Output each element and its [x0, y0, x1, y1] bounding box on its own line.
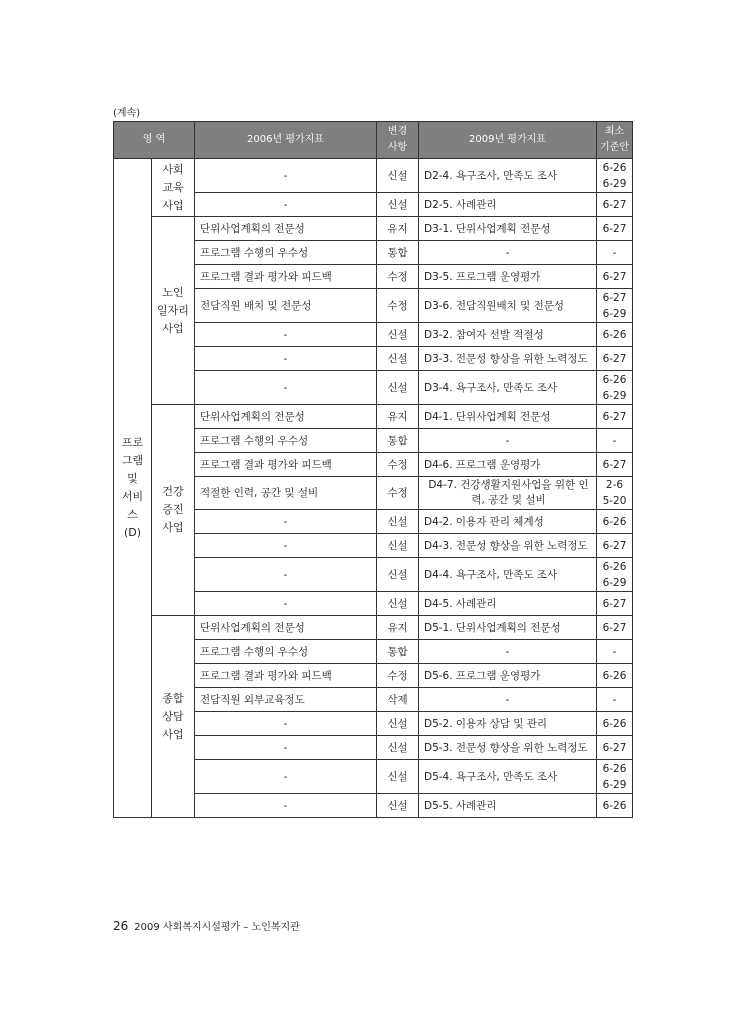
change-type: 수정: [377, 477, 419, 510]
indicator-2009: D2-5. 사례관리: [419, 193, 597, 217]
indicator-2009: D4-5. 사례관리: [419, 592, 597, 616]
min-standard: 2-6 5-20: [597, 477, 633, 510]
change-type: 통합: [377, 241, 419, 265]
change-type: 신설: [377, 323, 419, 347]
table-row: [114, 616, 633, 640]
min-standard: 6-26 6-29: [597, 558, 633, 592]
indicator-2009: D4-1. 단위사업계획 전문성: [419, 405, 597, 429]
min-standard: -: [597, 688, 633, 712]
change-type: 신설: [377, 736, 419, 760]
header-change: 변경 사항: [377, 122, 419, 159]
indicator-2009: D4-2. 이용자 관리 체계성: [419, 510, 597, 534]
change-type: 신설: [377, 371, 419, 405]
indicator-2006: -: [195, 371, 377, 405]
change-type: 신설: [377, 794, 419, 818]
min-standard: 6-26 6-29: [597, 159, 633, 193]
program-group-name: 건강 증진 사업: [152, 405, 195, 616]
min-standard: 6-27: [597, 347, 633, 371]
change-type: 유지: [377, 616, 419, 640]
program-group-name: 종합 상담 사업: [152, 616, 195, 818]
header-area: 영 역: [114, 122, 195, 159]
indicator-2009: D4-7. 건강생활지원사업을 위한 인력, 공간 및 설비: [419, 477, 597, 510]
indicator-2009: D5-3. 전문성 향상을 위한 노력정도: [419, 736, 597, 760]
indicator-2006: -: [195, 193, 377, 217]
table-row: [114, 159, 633, 193]
indicator-2006: -: [195, 794, 377, 818]
indicator-2009: -: [419, 640, 597, 664]
indicator-2006: -: [195, 712, 377, 736]
min-standard: 6-27: [597, 534, 633, 558]
change-type: 수정: [377, 289, 419, 323]
change-type: 신설: [377, 592, 419, 616]
table-row: [114, 217, 633, 241]
change-type: 신설: [377, 712, 419, 736]
indicator-2009: D4-4. 욕구조사, 만족도 조사: [419, 558, 597, 592]
min-standard: 6-27: [597, 265, 633, 289]
header-indicator-2009: 2009년 평가지표: [419, 122, 597, 159]
indicator-2009: D4-6. 프로그램 운영평가: [419, 453, 597, 477]
indicator-2009: D2-4. 욕구조사, 만족도 조사: [419, 159, 597, 193]
min-standard: 6-26: [597, 794, 633, 818]
indicator-2006: -: [195, 347, 377, 371]
change-type: 삭제: [377, 688, 419, 712]
change-type: 신설: [377, 510, 419, 534]
indicator-2009: -: [419, 241, 597, 265]
header-indicator-2006: 2006년 평가지표: [195, 122, 377, 159]
min-standard: 6-27: [597, 592, 633, 616]
change-type: 신설: [377, 760, 419, 794]
change-type: 신설: [377, 193, 419, 217]
indicator-2006: 단위사업계획의 전문성: [195, 405, 377, 429]
change-type: 수정: [377, 664, 419, 688]
program-group-name: 사회 교육 사업: [152, 159, 195, 217]
min-standard: 6-26: [597, 712, 633, 736]
min-standard: -: [597, 429, 633, 453]
indicator-2006: -: [195, 592, 377, 616]
min-standard: 6-27: [597, 405, 633, 429]
min-standard: 6-26: [597, 510, 633, 534]
indicator-2006: 전담직원 외부교육정도: [195, 688, 377, 712]
min-standard: 6-26: [597, 323, 633, 347]
indicator-2009: D4-3. 전문성 향상을 위한 노력정도: [419, 534, 597, 558]
indicator-2009: D3-4. 욕구조사, 만족도 조사: [419, 371, 597, 405]
indicator-2006: 프로그램 결과 평가와 피드백: [195, 664, 377, 688]
page-footer: [113, 918, 300, 933]
change-type: 통합: [377, 640, 419, 664]
indicator-2009: -: [419, 429, 597, 453]
indicator-2006: 단위사업계획의 전문성: [195, 616, 377, 640]
evaluation-indicator-table: [113, 121, 633, 818]
continued-label: (계속): [113, 108, 141, 119]
indicator-2006: 프로그램 수행의 우수성: [195, 429, 377, 453]
change-type: 신설: [377, 159, 419, 193]
change-type: 유지: [377, 217, 419, 241]
min-standard: 6-27: [597, 736, 633, 760]
indicator-2006: 프로그램 결과 평가와 피드백: [195, 453, 377, 477]
indicator-2009: D5-4. 욕구조사, 만족도 조사: [419, 760, 597, 794]
indicator-2009: D3-1. 단위사업계획 전문성: [419, 217, 597, 241]
indicator-2006: -: [195, 510, 377, 534]
min-standard: 6-26: [597, 664, 633, 688]
indicator-2006: -: [195, 736, 377, 760]
min-standard: 6-26 6-29: [597, 371, 633, 405]
program-group-name: 노인 일자리 사업: [152, 217, 195, 405]
indicator-2009: D3-3. 전문성 향상을 위한 노력정도: [419, 347, 597, 371]
indicator-2006: -: [195, 558, 377, 592]
indicator-2009: D3-2. 참여자 선발 적절성: [419, 323, 597, 347]
indicator-2006: -: [195, 323, 377, 347]
change-type: 신설: [377, 558, 419, 592]
indicator-2006: 프로그램 수행의 우수성: [195, 640, 377, 664]
change-type: 신설: [377, 347, 419, 371]
min-standard: 6-27: [597, 217, 633, 241]
indicator-2006: 전담직원 배치 및 전문성: [195, 289, 377, 323]
indicator-2006: -: [195, 760, 377, 794]
indicator-2006: 단위사업계획의 전문성: [195, 217, 377, 241]
min-standard: -: [597, 640, 633, 664]
change-type: 통합: [377, 429, 419, 453]
change-type: 신설: [377, 534, 419, 558]
indicator-2006: -: [195, 534, 377, 558]
min-standard: 6-26 6-29: [597, 760, 633, 794]
change-type: 수정: [377, 265, 419, 289]
table-row: [114, 405, 633, 429]
change-type: 유지: [377, 405, 419, 429]
indicator-2006: 프로그램 수행의 우수성: [195, 241, 377, 265]
min-standard: 6-27: [597, 193, 633, 217]
indicator-2009: D3-6. 전담직원배치 및 전문성: [419, 289, 597, 323]
area-program-services: 프로 그램 및 서비스 (D): [114, 159, 152, 818]
min-standard: 6-27 6-29: [597, 289, 633, 323]
min-standard: 6-27: [597, 616, 633, 640]
indicator-2009: -: [419, 688, 597, 712]
indicator-2009: D5-6. 프로그램 운영평가: [419, 664, 597, 688]
indicator-2009: D5-1. 단위사업계획의 전문성: [419, 616, 597, 640]
indicator-2006: -: [195, 159, 377, 193]
min-standard: 6-27: [597, 453, 633, 477]
indicator-2006: 프로그램 결과 평가와 피드백: [195, 265, 377, 289]
min-standard: -: [597, 241, 633, 265]
indicator-2009: D5-2. 이용자 상담 및 관리: [419, 712, 597, 736]
header-min-standard: 최소 기준안: [597, 122, 633, 159]
table-header-row: [114, 122, 633, 159]
indicator-2006: 적절한 인력, 공간 및 설비: [195, 477, 377, 510]
page-number: 26: [113, 919, 129, 933]
footer-title: 2009 사회복지시설평가 – 노인복지관: [134, 922, 300, 933]
change-type: 수정: [377, 453, 419, 477]
indicator-2009: D5-5. 사례관리: [419, 794, 597, 818]
indicator-2009: D3-5. 프로그램 운영평가: [419, 265, 597, 289]
